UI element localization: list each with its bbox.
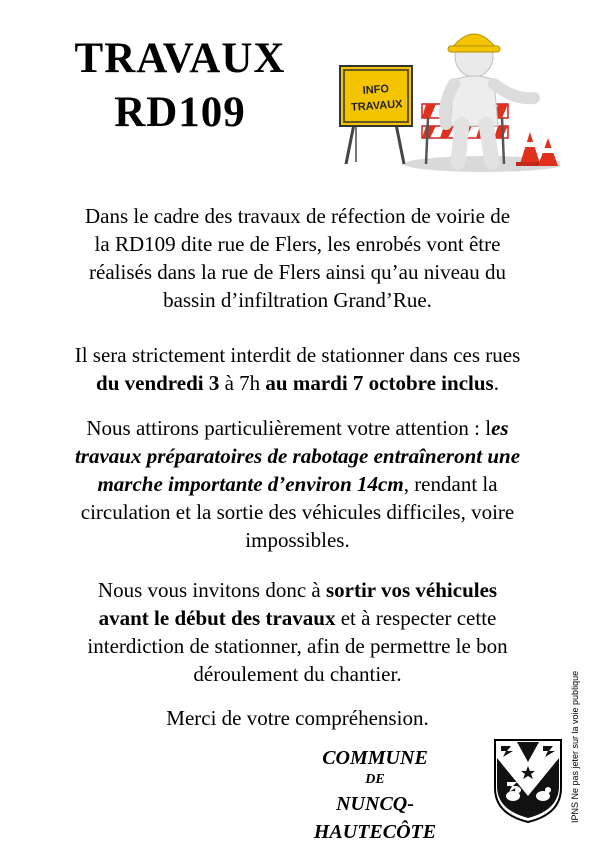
paragraph-parking-ban bbox=[20, 341, 575, 397]
time-text: à 7h bbox=[219, 371, 266, 395]
paragraph-line: Il sera strictement interdit de stationner dans ces rues bbox=[74, 343, 521, 367]
warning-emphasis: es bbox=[491, 416, 509, 440]
invitation-continuation: et à respecter cette bbox=[335, 606, 497, 630]
date-end: au mardi 7 octobre inclus bbox=[265, 371, 494, 395]
title-line-1: TRAVAUX bbox=[74, 35, 286, 82]
paragraph-line bbox=[20, 414, 575, 442]
paragraph-line bbox=[20, 470, 575, 498]
period-text: . bbox=[493, 371, 499, 395]
paragraph-line-dates bbox=[20, 369, 575, 397]
construction-worker-with-sign-icon bbox=[334, 14, 560, 174]
paragraph-invitation bbox=[20, 576, 575, 688]
signature-commune: COMMUNE bbox=[322, 747, 428, 769]
invitation-intro: Nous vous invitons donc à bbox=[97, 578, 326, 602]
warning-emphasis: travaux préparatoires de rabotage entraîneront une bbox=[74, 444, 521, 468]
paragraph-line bbox=[20, 576, 575, 604]
title-line-2: RD109 bbox=[114, 89, 246, 136]
paragraph-warning bbox=[20, 414, 575, 554]
paragraph-line: interdiction de stationner, afin de permettre le bon bbox=[87, 634, 508, 658]
paragraph-line: impossibles. bbox=[245, 528, 350, 552]
paragraph-line: Dans le cadre des travaux de réfection de voirie de bbox=[84, 204, 511, 228]
signature-town-name: NUNCQ-HAUTECÔTE bbox=[313, 793, 437, 843]
date-start: du vendredi 3 bbox=[96, 371, 220, 395]
sign-text-line-1: INFO bbox=[362, 83, 390, 97]
sign-text-line-2: TRAVAUX bbox=[350, 98, 403, 114]
paragraph-line bbox=[20, 442, 575, 470]
warning-intro: Nous attirons particulièrement votre attention : l bbox=[86, 416, 492, 440]
paragraph-line: circulation et la sortie des véhicules difficiles, voire bbox=[80, 500, 515, 524]
invitation-emphasis: avant le début des travaux bbox=[98, 606, 336, 630]
paragraph-line: la RD109 dite rue de Flers, les enrobés vont être bbox=[94, 232, 501, 256]
municipal-coat-of-arms-icon bbox=[493, 738, 563, 824]
warning-continuation: , rendant la bbox=[403, 472, 498, 496]
thanks-text: Merci de votre compréhension. bbox=[166, 706, 429, 730]
signature-de: DE bbox=[365, 772, 385, 787]
paragraph-line bbox=[20, 604, 575, 632]
paragraph-line: déroulement du chantier. bbox=[193, 662, 402, 686]
ipns-side-note: IPNS Ne pas jeter sur la voie publique bbox=[570, 670, 580, 823]
paragraph-line: bassin d’infiltration Grand’Rue. bbox=[163, 288, 432, 312]
paragraph-works-description bbox=[20, 202, 575, 314]
warning-emphasis: marche importante d’environ 14cm bbox=[97, 472, 404, 496]
paragraph-line: réalisés dans la rue de Flers ainsi qu’au niveau du bbox=[89, 260, 506, 284]
invitation-emphasis: sortir vos véhicules bbox=[325, 578, 498, 602]
